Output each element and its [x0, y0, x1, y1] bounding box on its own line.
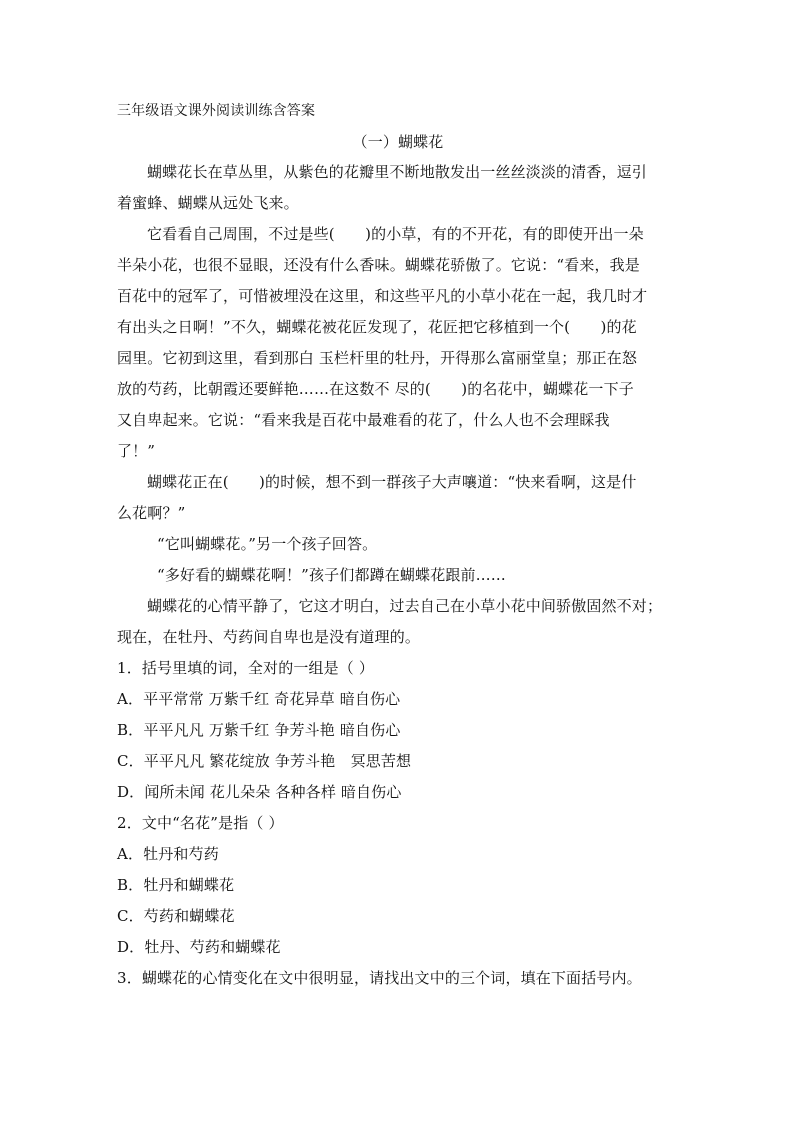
- question: [117, 963, 679, 994]
- answer-option: A．牡丹和芍药: [117, 845, 219, 863]
- answer-option: D．牡丹、芍药和蝴蝶花: [117, 938, 281, 956]
- answer-option: A．平平常常 万紫千红 奇花异草 暗自伤心: [117, 690, 401, 708]
- paragraph-line: “多好看的蝴蝶花啊！”孩子们都蹲在蝴蝶花跟前……: [157, 566, 506, 584]
- question-stem: 1．括号里填的词，全对的一组是（ ）: [117, 659, 375, 677]
- answer-option: B．平平凡凡 万紫千红 争芳斗艳 暗自伤心: [117, 721, 401, 739]
- paragraph-line: 蝴蝶花的心情平静了，它这才明白，过去自己在小草小花中间骄傲固然不对；: [147, 597, 663, 615]
- question-stem: 2．文中“名花”是指（ ）: [117, 814, 284, 832]
- document-body: [117, 98, 679, 994]
- answer-option: C．平平凡凡 繁花绽放 争芳斗艳 冥思苦想: [117, 752, 412, 770]
- answer-option: C．芍药和蝴蝶花: [117, 907, 235, 925]
- paragraph-line: 么花啊？”: [117, 504, 186, 522]
- paragraph: [117, 157, 679, 219]
- paragraph-line: 蝴蝶花长在草丛里，从紫色的花瓣里不断地散发出一丝丝淡淡的清香，逗引: [147, 163, 647, 181]
- paragraph-line: 半朵小花，也很不显眼，还没有什么香味。蝴蝶花骄傲了。它说：“看来，我是: [117, 256, 640, 274]
- question: [117, 808, 679, 963]
- question-stem: 3．蝴蝶花的心情变化在文中很明显，请找出文中的三个词，填在下面括号内。: [117, 969, 642, 987]
- paragraph: [117, 560, 679, 591]
- paragraph-line: 蝴蝶花正在( )的时候，想不到一群孩子大声嚷道：“快来看啊，这是什: [147, 473, 637, 491]
- paragraph-line: 它看看自己周围，不过是些( )的小草，有的不开花，有的即使开出一朵: [147, 225, 644, 243]
- paragraph-line: 放的芍药，比朝霞还要鲜艳……在这数不 尽的( )的名花中，蝴蝶花一下子: [117, 380, 634, 398]
- paragraph-line: 又自卑起来。它说：“看来我是百花中最难看的花了，什么人也不会理睬我: [117, 411, 610, 429]
- question: [117, 653, 679, 808]
- paragraph: [117, 219, 679, 467]
- paragraph-line: 园里。它初到这里，看到那白 玉栏杆里的牡丹，开得那么富丽堂皇；那正在怒: [117, 349, 638, 367]
- paragraph-line: 着蜜蜂、蝴蝶从远处飞来。: [117, 194, 299, 212]
- paragraph: [117, 467, 679, 529]
- paragraph: [117, 591, 679, 653]
- document-title: 三年级语文课外阅读训练含答案: [117, 103, 316, 119]
- paragraph-line: “它叫蝴蝶花。”另一个孩子回答。: [157, 535, 378, 553]
- paragraph: [117, 529, 679, 560]
- section-title: （一）蝴蝶花: [352, 133, 444, 151]
- paragraph-line: 有出头之日啊！”不久，蝴蝶花被花匠发现了，花匠把它移植到一个( )的花: [117, 318, 637, 336]
- paragraph-line: 百花中的冠军了，可惜被埋没在这里，和这些平凡的小草小花在一起，我几时才: [117, 287, 648, 305]
- answer-option: B．牡丹和蝴蝶花: [117, 876, 235, 894]
- paragraph-line: 现在，在牡丹、芍药间自卑也是没有道理的。: [117, 628, 421, 646]
- answer-option: D．闻所未闻 花儿朵朵 各种各样 暗自伤心: [117, 783, 402, 801]
- paragraph-line: 了！”: [117, 442, 156, 460]
